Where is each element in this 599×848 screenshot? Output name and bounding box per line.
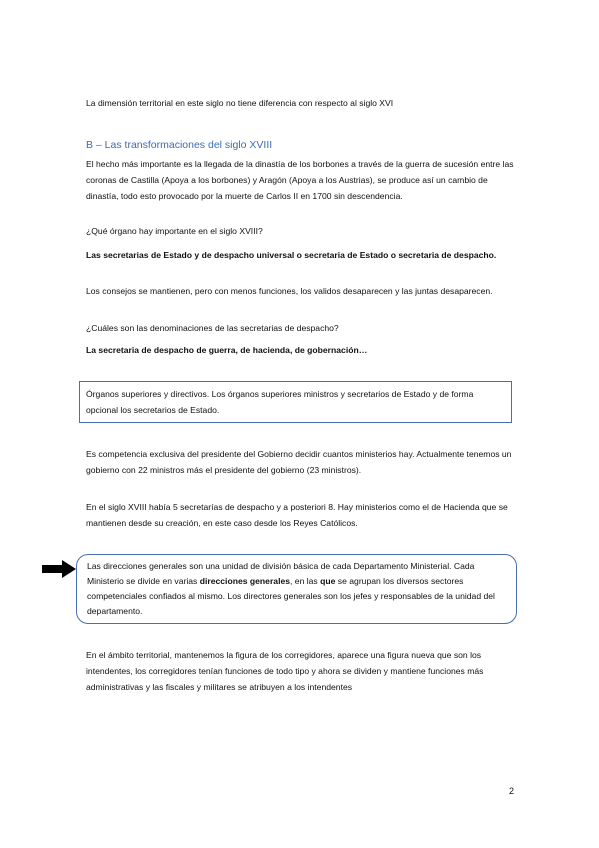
- page-number: 2: [509, 786, 515, 796]
- direcciones-generales-bold: direcciones generales: [199, 576, 291, 586]
- paragraph-ambito-territorial: En el ámbito territorial, mantenemos la figura de los corregidores, aparece una figura nueva que son los intendentes, los corregidores tenían funciones de todo tipo y ahora se dividen y mantiene funciones más administrativas y las fiscales y militares se atribuyen a los intendentes: [86, 650, 484, 692]
- organos-text: Órganos superiores y directivos. Los órganos superiores ministros y secretarios de Estado y de forma opcional los secretarios de Estado.: [86, 389, 474, 415]
- direcciones-text-1: Las direcciones generales son una unidad de división básica de cada Departamento Ministerial. Cada Ministerio se divide en varias: [87, 561, 475, 586]
- section-heading: B – Las transformaciones del siglo XVIII: [86, 139, 273, 151]
- paragraph-dinastia: El hecho más importante es la llegada de la dinastía de los borbones a través de la guerra de sucesión entre las coronas de Castilla (Apoya a los borbones) y Aragón (Apoya a los Austrias), se produce así un cambio de dinastía, todo esto provocado por la muerte de Carlos II en 1700 sin descendencia.: [86, 159, 514, 201]
- answer-secretarias: Las secretarias de Estado y de despacho universal o secretaria de Estado o secretaria de despacho.: [86, 250, 497, 260]
- arrow-right-icon: [42, 560, 76, 578]
- direcciones-text-2: , en las: [290, 576, 321, 586]
- question-organo: ¿Qué órgano hay importante en el siglo XVIII?: [86, 226, 263, 236]
- paragraph-dimension: La dimensión territorial en este siglo no tiene diferencia con respecto al siglo XVI: [86, 98, 394, 108]
- paragraph-competencia: Es competencia exclusiva del presidente del Gobierno decidir cuantos ministerios hay. Actualmente tenemos un gobierno con 22 ministros más el presidente del gobierno (23 ministros).: [86, 449, 512, 475]
- paragraph-siglo-xviii: En el siglo XVIII había 5 secretarías de despacho y a posteriori 8. Hay ministerios como el de Hacienda que se mantienen desde su creación, en este caso desde los Reyes Católicos.: [86, 502, 508, 528]
- organos-box: [79, 381, 512, 423]
- direcciones-box: [76, 554, 517, 624]
- paragraph-consejos: Los consejos se mantienen, pero con menos funciones, los validos desaparecen y las juntas desaparecen.: [86, 286, 493, 296]
- question-denominaciones: ¿Cuáles son las denominaciones de las secretarias de despacho?: [86, 323, 339, 333]
- que-bold: que: [320, 576, 336, 586]
- direcciones-text: [77, 555, 516, 623]
- answer-denominaciones: La secretaria de despacho de guerra, de hacienda, de gobernación…: [86, 345, 368, 355]
- direcciones-text-3: se agrupan los diversos sectores competenciales confiados al mismo. Los directores generales son los jefes y responsables de la unidad del departamento.: [87, 576, 495, 616]
